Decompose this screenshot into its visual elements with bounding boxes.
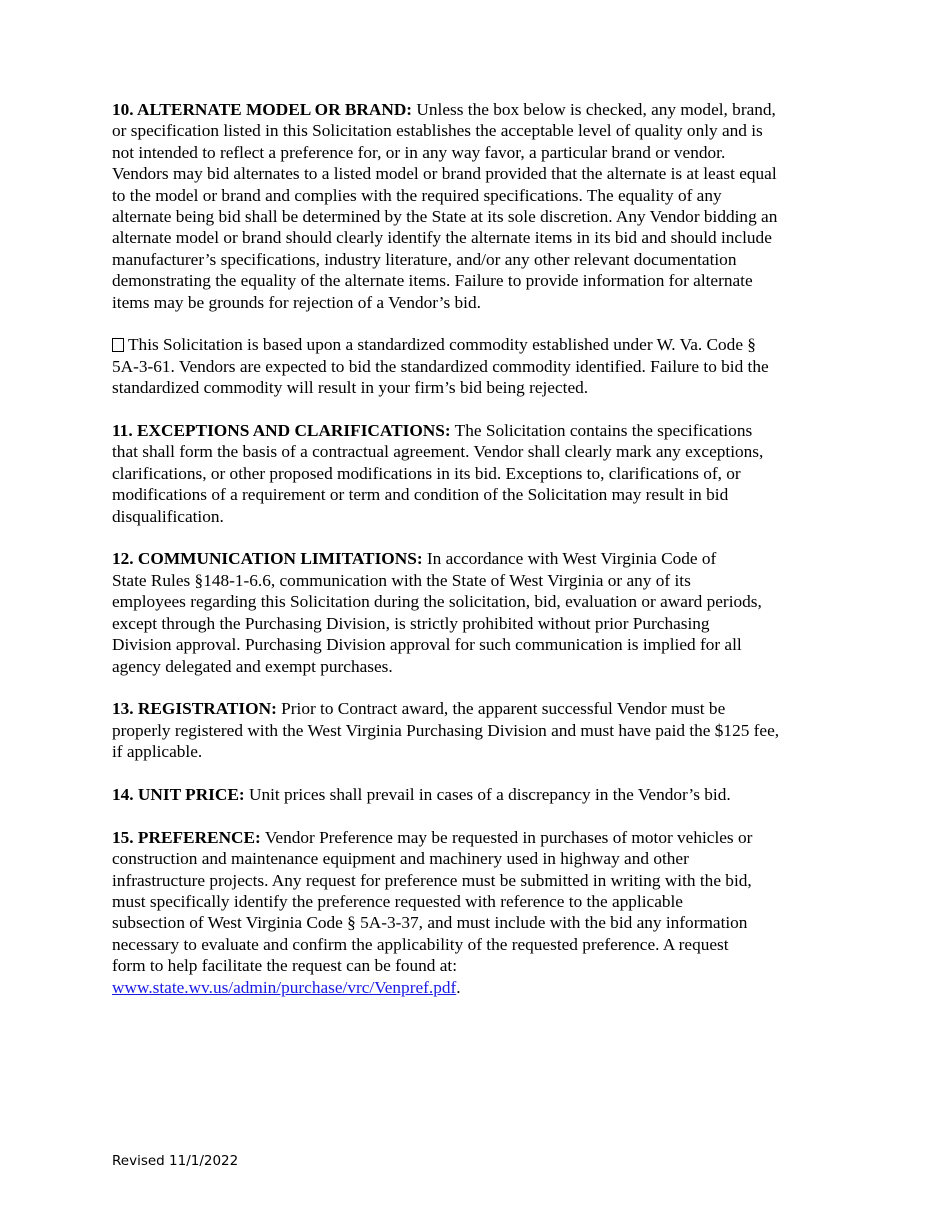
section-exceptions-and-clarifications (112, 420, 836, 527)
section-preference (112, 827, 836, 998)
section-communication-limitations (112, 548, 836, 676)
section-trailing-period: . (456, 977, 461, 997)
vendor-preference-form-link[interactable]: www.state.wv.us/admin/purchase/vrc/Venpref.pdf (112, 977, 457, 997)
section-body: The Solicitation contains the specifications that shall form the basis of a contractual agreement. Vendor shall clearly mark any exceptions, clarifications, or other proposed modifications in its bid. Exceptions to, clarifications of, or modifications of a requirement or term and condition of the Solicitation may result in bid disqualification. (112, 421, 764, 526)
section-body: Vendor Preference may be requested in purchases of motor vehicles or construction and maintenance equipment and machinery used in highway and other infrastructure projects. Any request for preference must be submitted in writing with the bid, must specifically identify the preference requested with reference to the applicable subsection of West Virginia Code § 5A-3-37, and must include with the bid any information necessary to evaluate and confirm the applicability of the requested preference. A request form to help facilitate the request can be found at: (112, 827, 753, 976)
document-page (112, 99, 836, 1019)
standardized-commodity-text: This Solicitation is based upon a standardized commodity established under W. Va. Code § 5A-3-61. Vendors are expected to bid the standardized commodity identified. Failure to bid the standardized commodity will result in your firm’s bid being rejected. (112, 335, 769, 398)
section-heading: 12. COMMUNICATION LIMITATIONS: (112, 549, 423, 569)
section-body: In accordance with West Virginia Code of State Rules §148-1-6.6, communication with the State of West Virginia or any of its employees regarding this Solicitation during the solicitation, bid, evaluation or award periods, except through the Purchasing Division, is strictly prohibited without prior Purchasing Division approval. Purchasing Division approval for such communication is implied for all agency delegated and exempt purchases. (112, 549, 762, 676)
section-heading: 10. ALTERNATE MODEL OR BRAND: (112, 100, 413, 119)
section-heading: 14. UNIT PRICE: (112, 784, 245, 804)
section-registration (112, 698, 836, 762)
section-body: Prior to Contract award, the apparent successful Vendor must be properly registered with the West Virginia Purchasing Division and must have paid the $125 fee, if applicable. (112, 699, 780, 762)
section-unit-price (112, 784, 836, 805)
section-heading: 13. REGISTRATION: (112, 699, 277, 719)
section-heading: 15. PREFERENCE: (112, 827, 261, 847)
section-heading: 11. EXCEPTIONS AND CLARIFICATIONS: (112, 421, 451, 441)
standardized-commodity-checkbox[interactable] (112, 338, 124, 352)
revision-footer: Revised 11/1/2022 (112, 1153, 239, 1169)
section-alternate-model-or-brand (112, 99, 836, 313)
section-body: Unless the box below is checked, any model, brand, or specification listed in this Solicitation establishes the acceptable level of quality only and is not intended to reflect a preference for, or in any way favor, a particular brand or vendor. Vendors may bid alternates to a listed model or brand provided that the alternate is at least equal to the model or brand and complies with the required specifications. The equality of any alternate being bid shall be determined by the State at its sole discretion. Any Vendor bidding an alternate model or brand should clearly identify the alternate items in its bid and should include manufacturer’s specifications, industry literature, and/or any other relevant documentation demonstrating the equality of the alternate items. Failure to provide information for alternate items may be grounds for rejection of a Vendor’s bid. (112, 100, 778, 312)
section-body: Unit prices shall prevail in cases of a discrepancy in the Vendor’s bid. (244, 784, 731, 804)
standardized-commodity-clause (112, 334, 836, 398)
